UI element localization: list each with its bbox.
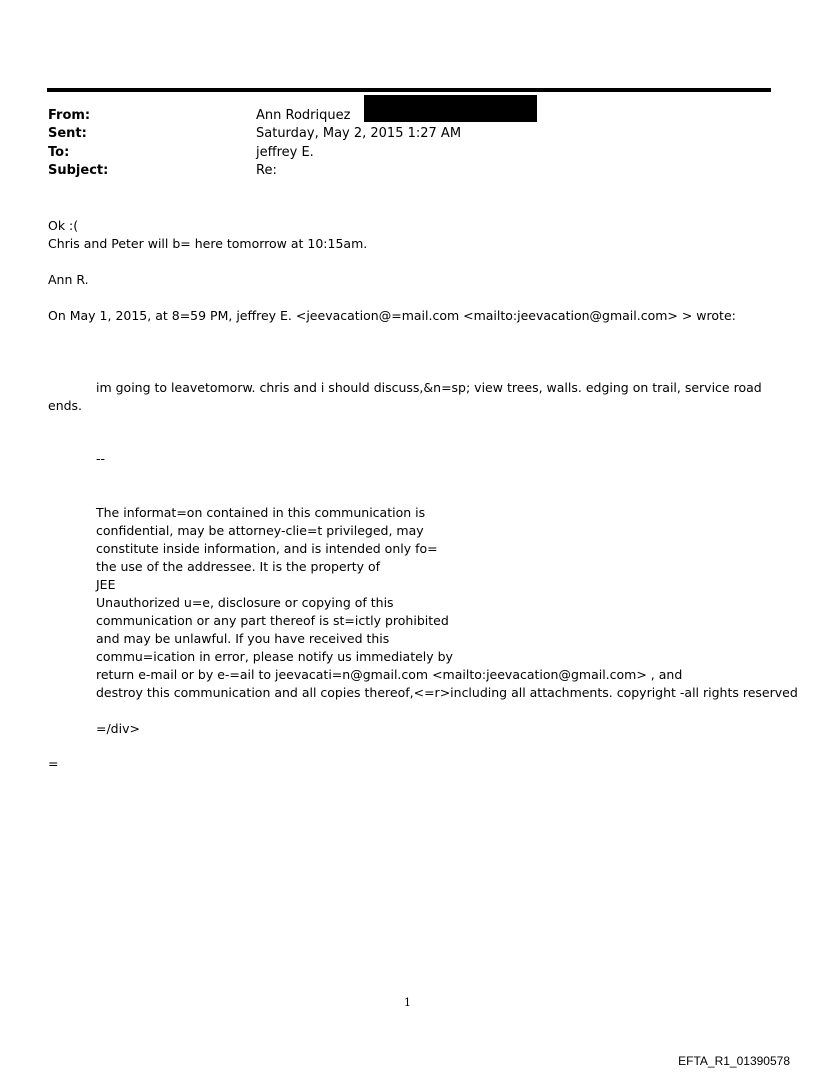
disclaimer-line: the use of the addressee. It is the property of <box>96 559 381 574</box>
disclaimer-line: destroy this communication and all copies thereof,<=r>including all attachments. copyright -all rights reserved <box>96 685 798 700</box>
from-value: Ann Rodriquez <box>256 108 351 123</box>
disclaimer-line: Unauthorized u=e, disclosure or copying of this <box>96 595 394 610</box>
from-label: From: <box>48 108 91 123</box>
disclaimer-line: constitute inside information, and is intended only fo= <box>96 541 438 556</box>
redaction-box <box>364 95 537 122</box>
header-rule <box>47 88 771 92</box>
disclaimer-line: and may be unlawful. If you have received this <box>96 631 390 646</box>
quote-intro: On May 1, 2015, at 8=59 PM, jeffrey E. <jeevacation@=mail.com <mailto:jeevacation@gmail.com> > wrote: <box>48 308 736 323</box>
reply-signature: Ann R. <box>48 272 89 287</box>
disclaimer-line: The informat=on contained in this communication is <box>96 505 426 520</box>
disclaimer-line: commu=ication in error, please notify us immediately by <box>96 649 453 664</box>
sent-value: Saturday, May 2, 2015 1:27 AM <box>256 126 462 141</box>
to-label: To: <box>48 145 70 160</box>
disclaimer-line: confidential, may be attorney-clie=t privileged, may <box>96 523 424 538</box>
div-close-text: =/div> <box>96 721 140 736</box>
reply-line-1: Ok :( <box>48 218 79 233</box>
signature-separator: -- <box>96 451 106 466</box>
reply-line-2: Chris and Peter will b= here tomorrow at 10:15am. <box>48 236 368 251</box>
page-number: 1 <box>404 996 411 1009</box>
quoted-message-line-1: im going to leavetomorw. chris and i should discuss,&n=sp; view trees, walls. edging on trail, service road <box>96 380 762 395</box>
sent-label: Sent: <box>48 126 87 141</box>
disclaimer-line: return e-mail or by e-=ail to jeevacati=n@gmail.com <mailto:jeevacation@gmail.com> , and <box>96 667 683 682</box>
disclaimer-line: communication or any part thereof is st=ictly prohibited <box>96 613 449 628</box>
disclaimer-line: JEE <box>96 577 116 592</box>
subject-label: Subject: <box>48 163 109 178</box>
trailing-char: = <box>48 756 59 771</box>
document-id: EFTA_R1_01390578 <box>678 1054 790 1068</box>
quoted-message-line-2: ends. <box>48 398 83 413</box>
to-value: jeffrey E. <box>256 145 314 160</box>
subject-value: Re: <box>256 163 277 178</box>
